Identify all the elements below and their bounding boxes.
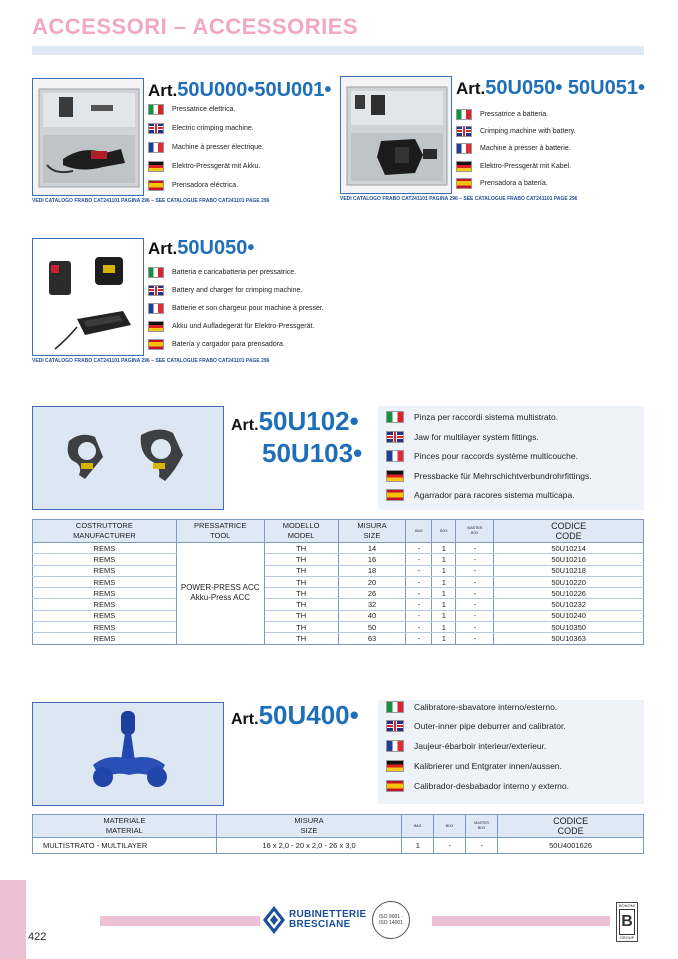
art-code: 50U000•50U001• [177,79,332,101]
uk-flag-icon [386,431,404,443]
art-prefix: Art. [456,79,486,98]
description-fr: Pinces pour raccords système multicouche. [386,447,578,465]
col-bag: BAG [402,815,434,838]
italy-flag-icon [148,267,164,278]
italy-flag-icon [386,701,404,713]
cell-bag: - [406,622,432,633]
cell-box: 1 [432,543,456,554]
description-it: Pressatrice a batteria. [456,106,548,122]
description-en: Crimping machine with battery. [456,123,576,139]
uk-flag-icon [148,285,164,296]
brand-name-line2: BRESCIANE [289,919,351,930]
col-size: MISURA SIZE [338,520,406,543]
cell-size: 63 [338,633,406,644]
col-size: MISURA SIZE [216,815,402,838]
description-de: Elektro-Pressgerät mit Kabel. [456,158,571,174]
description-de: Akku und Aufladegerät für Elektro-Pressgerät. [148,318,314,334]
article-heading-50u050-battery [148,238,254,259]
art-code: 50U050• 50U051• [485,77,645,99]
group-letter: B [619,909,635,935]
jaw-spec-table [32,519,644,645]
cell-bag: - [406,576,432,587]
cell-code: 50U10232 [494,599,644,610]
cell-size: 26 [338,588,406,599]
iso-certification-seal: ISO 9001 · ISO 14001 [372,901,410,939]
spain-flag-icon [456,178,472,189]
product-image-electric-press-case [32,78,144,196]
article-heading-50u102 [231,406,359,437]
cell-model: TH [264,622,338,633]
cell-manufacturer: REMS [33,588,177,599]
article-heading-50u000 [148,80,331,101]
col-master-box: MASTER BOX [456,520,494,543]
cell-code: 50U10363 [494,633,644,644]
art-prefix: Art. [231,711,259,728]
cell-model: TH [264,599,338,610]
france-flag-icon [456,143,472,154]
spain-flag-icon [386,780,404,792]
cell-box: 1 [432,576,456,587]
deburrer-spec-table [32,814,644,854]
cell-master-box: - [466,838,498,854]
cell-size: 20 [338,576,406,587]
table-row [33,543,644,554]
col-tool: PRESSATRICE TOOL [176,520,264,543]
description-it: Pinza per raccordi sistema multistrato. [386,408,558,426]
cell-model: TH [264,565,338,576]
cell-model: TH [264,543,338,554]
cell-box: 1 [432,588,456,599]
art-prefix: Art. [231,417,259,434]
col-master-box: MASTER BOX [466,815,498,838]
bonomi-group-logo [616,902,638,942]
page-corner-tab [0,880,26,959]
spain-flag-icon [148,339,164,350]
cell-model: TH [264,554,338,565]
cell-size: 14 [338,543,406,554]
description-fr: Batterie et son chargeur pour machine à presser. [148,300,324,316]
table-row [33,622,644,633]
art-prefix: Art. [148,239,178,258]
uk-flag-icon [386,720,404,732]
art-prefix: Art. [148,81,178,100]
italy-flag-icon [456,109,472,120]
cell-size: 16 [338,554,406,565]
italy-flag-icon [148,104,164,115]
col-code: CODICE CODE [498,815,644,838]
art-code-50u102: 50U102• [258,406,359,436]
page-title: ACCESSORI – ACCESSORIES [32,14,359,39]
col-box: BOX [432,520,456,543]
brand-name-line1: RUBINETTERIE [289,909,367,920]
cell-box: - [434,838,466,854]
cell-master-box: - [456,599,494,610]
cell-size: 40 [338,610,406,621]
france-flag-icon [386,450,404,462]
product-image-battery-charger [32,238,144,356]
description-en: Battery and charger for crimping machine. [148,282,302,298]
cell-bag: - [406,554,432,565]
description-fr: Machine à presser à batterie. [456,140,571,156]
germany-flag-icon [456,161,472,172]
cell-size: 50 [338,622,406,633]
germany-flag-icon [148,161,164,172]
catalog-reference: VEDI CATALOGO FRABO CAT241101 PAGINA 296 – SEE CATALOGUE FRABO CAT241101 PAGE 296 [340,196,578,202]
catalog-reference: VEDI CATALOGO FRABO CAT241101 PAGINA 296 – SEE CATALOGUE FRABO CAT241101 PAGE 296 [32,198,270,204]
cell-manufacturer: REMS [33,622,177,633]
page-number: 422 [28,931,47,943]
cell-manufacturer: REMS [33,565,177,576]
uk-flag-icon [456,126,472,137]
cell-manufacturer: REMS [33,554,177,565]
tool-line-2: Akku-Press ACC [190,593,250,603]
description-fr: Jaujeur-ébarboir interieur/exterieur. [386,737,546,755]
cell-master-box: - [456,576,494,587]
group-bottom-text: GROUP [619,935,635,940]
table-row [33,554,644,565]
cell-box: 1 [432,610,456,621]
cell-code: 50U10218 [494,565,644,576]
cell-size: 18 [338,565,406,576]
cell-bag: 1 [402,838,434,854]
cell-bag: - [406,543,432,554]
france-flag-icon [148,142,164,153]
table-header-row [33,520,644,543]
table-row [33,610,644,621]
cell-material: MULTISTRATO - MULTILAYER [33,838,217,854]
uk-flag-icon [148,123,164,134]
cell-code: 50U10220 [494,576,644,587]
cell-code: 50U10214 [494,543,644,554]
col-manufacturer: COSTRUTTORE MANUFACTURER [33,520,177,543]
france-flag-icon [148,303,164,314]
brand-diamond-icon [262,905,286,935]
cell-master-box: - [456,565,494,576]
col-code: CODICE CODE [494,520,644,543]
description-en: Outer-inner pipe deburrer and calibrator. [386,717,566,735]
cell-model: TH [264,610,338,621]
france-flag-icon [386,740,404,752]
table-row [33,576,644,587]
article-heading-50u050 [456,78,645,99]
cell-size: 16 x 2,0 - 20 x 2,0 - 26 x 3,0 [216,838,402,854]
table-header-row [33,815,644,838]
cell-master-box: - [456,610,494,621]
cell-box: 1 [432,599,456,610]
product-image-deburrer [32,702,224,806]
cell-manufacturer: REMS [33,610,177,621]
cell-bag: - [406,633,432,644]
title-underline-bar [32,46,644,55]
cell-master-box: - [456,543,494,554]
table-row [33,633,644,644]
description-de: Pressbacke für Mehrschichtverbundrohrfittings. [386,467,592,485]
product-image-battery-press-case [340,76,452,194]
col-box: BOX [434,815,466,838]
description-es: Prensadora eléctrica. [148,177,238,193]
table-row [33,588,644,599]
cell-box: 1 [432,633,456,644]
cell-code: 50U10216 [494,554,644,565]
description-it: Calibratore-sbavatore interno/esterno. [386,698,557,716]
description-it: Pressatrice elettrica. [148,101,235,117]
cell-code: 50U10226 [494,588,644,599]
description-es: Batería y cargador para prensadora. [148,336,285,352]
cell-size: 32 [338,599,406,610]
cell-master-box: - [456,633,494,644]
table-row [33,599,644,610]
cell-tool [176,543,264,645]
product-image-press-jaws [32,406,224,510]
description-en: Jaw for multilayer system fittings. [386,428,539,446]
article-heading-50u103 [262,438,362,469]
tool-line-1: POWER-PRESS ACC [180,583,260,593]
footer-band-left [100,916,260,926]
footer-band-right [432,916,610,926]
table-row [33,565,644,576]
cell-model: TH [264,588,338,599]
art-code-50u103: 50U103• [262,438,363,468]
description-es: Calibrador-desbabador interno y externo. [386,777,569,795]
col-material: MATERIALE MATERIAL [33,815,217,838]
cell-bag: - [406,588,432,599]
description-it: Batteria e caricabatteria per pressatrice. [148,264,296,280]
spain-flag-icon [148,180,164,191]
description-de: Elektro-Pressgerät mit Akku. [148,158,260,174]
cell-master-box: - [456,588,494,599]
cell-manufacturer: REMS [33,576,177,587]
description-en: Electric crimping machine. [148,120,254,136]
cell-code: 50U4001626 [498,838,644,854]
cell-bag: - [406,599,432,610]
cell-bag: - [406,565,432,576]
germany-flag-icon [386,760,404,772]
brand-logo [262,900,370,940]
germany-flag-icon [386,470,404,482]
catalog-reference: VEDI CATALOGO FRABO CAT241101 PAGINA 296 – SEE CATALOGUE FRABO CAT241101 PAGE 296 [32,358,270,364]
description-de: Kalibrierer und Entgrater innen/aussen. [386,757,562,775]
description-es: Prensadora a batería. [456,175,548,191]
spain-flag-icon [386,489,404,501]
cell-code: 50U10240 [494,610,644,621]
table-row [33,838,644,854]
cell-box: 1 [432,565,456,576]
cell-master-box: - [456,554,494,565]
description-fr: Machine à presser électrique. [148,139,264,155]
article-heading-50u400 [231,700,359,731]
col-model: MODELLO MODEL [264,520,338,543]
art-code: 50U400• [258,700,359,730]
cell-box: 1 [432,554,456,565]
cell-bag: - [406,610,432,621]
germany-flag-icon [148,321,164,332]
cell-manufacturer: REMS [33,599,177,610]
col-bag: BAG [406,520,432,543]
cell-master-box: - [456,622,494,633]
group-top-text: BONOMI [618,903,636,908]
cell-manufacturer: REMS [33,543,177,554]
cell-model: TH [264,633,338,644]
cell-manufacturer: REMS [33,633,177,644]
description-es: Agarrador para racores sistema multicapa. [386,486,575,504]
italy-flag-icon [386,411,404,423]
cell-box: 1 [432,622,456,633]
art-code: 50U050• [177,237,255,259]
cell-code: 50U10350 [494,622,644,633]
cell-model: TH [264,576,338,587]
